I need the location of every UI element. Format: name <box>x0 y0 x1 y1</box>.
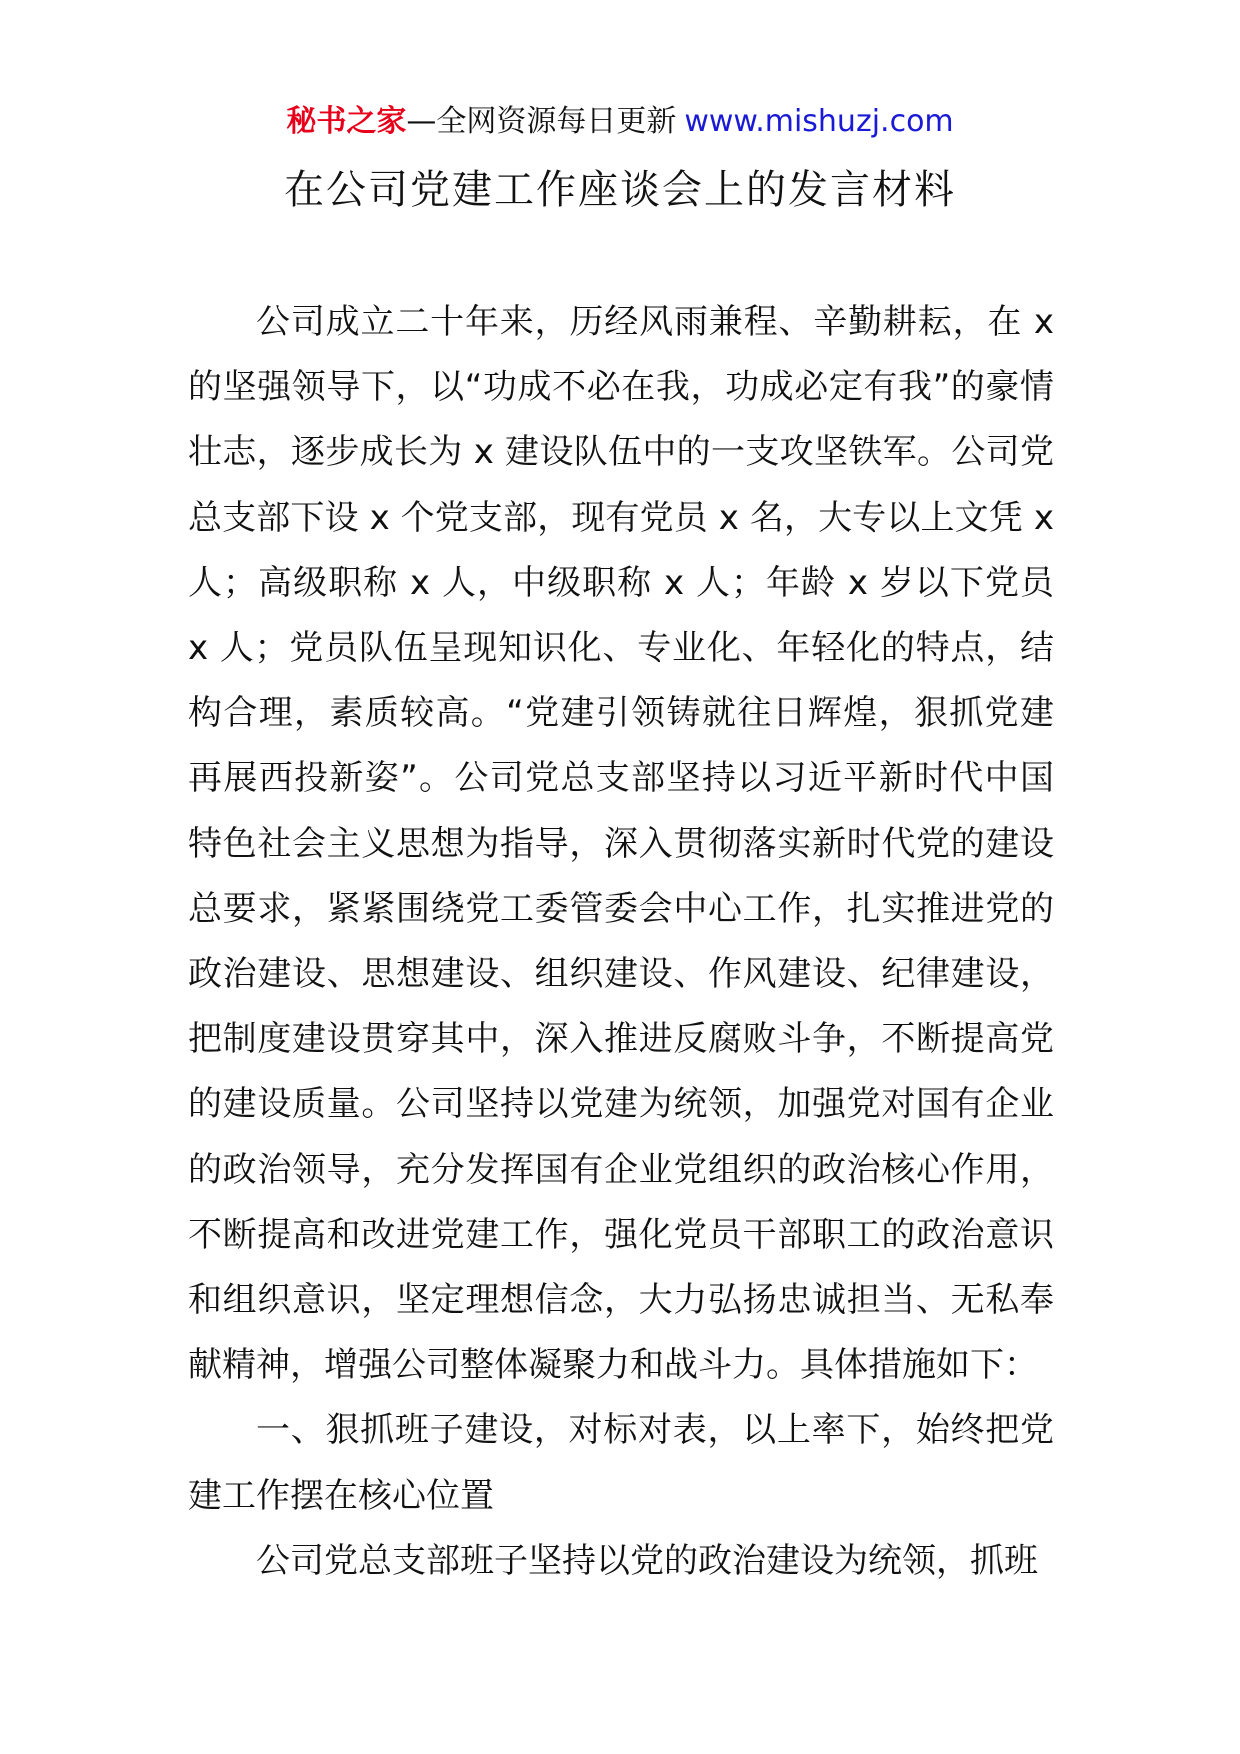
document-title: 在公司党建工作座谈会上的发言材料 <box>284 167 956 213</box>
site-url-link[interactable]: www.mishuzj.com <box>684 104 954 139</box>
section-heading-1: 一、狠抓班子建设，对标对表，以上率下，始终把党建工作摆在核心位置 <box>188 1410 1054 1516</box>
intro-paragraph: 公司成立二十年来，历经风雨兼程、辛勤耕耘，在 x 的坚强领导下，以“功成不必在我，功成必定有我”的豪情壮志，逐步成长为 x 建设队伍中的一支攻坚铁军。公司党总支部下设 x 个党支部，现有党员 x 名，大专以上文凭 x 人；高级职称 x 人，中级职称 x 人；年龄 x 岁以下党员 x 人；党员队伍呈现知识化、专业化、年轻化的特点，结构合理，素质较高。“党建引领铸就往日辉煌，狠抓党建再展西投新姿”。公司党总支部坚持以习近平新时代中国特色社会主义思想为指导，深入贯彻落实新时代党的建设总要求，紧紧围绕党工委管委会中心工作，扎实推进党的政治建设、思想建设、组织建设、作风建设、纪律建设，把制度建设贯穿其中，深入推进反腐败斗争，不断提高党的建设质量。公司坚持以党建为统领，加强党对国有企业的政治领导，充分发挥国有企业党组织的政治核心作用，不断提高和改进党建工作，强化党员干部职工的政治意识和组织意识，坚定理想信念，大力弘扬忠诚担当、无私奉献精神，增强公司整体凝聚力和战斗力。具体措施如下： <box>188 302 1054 1386</box>
header-tagline: —全网资源每日更新 <box>406 104 677 139</box>
document-body <box>188 290 1054 1594</box>
brand-name: 秘书之家 <box>286 104 407 139</box>
section-1-paragraph: 公司党总支部班子坚持以党的政治建设为统领，抓班 <box>256 1540 1038 1581</box>
site-header <box>0 100 1240 144</box>
